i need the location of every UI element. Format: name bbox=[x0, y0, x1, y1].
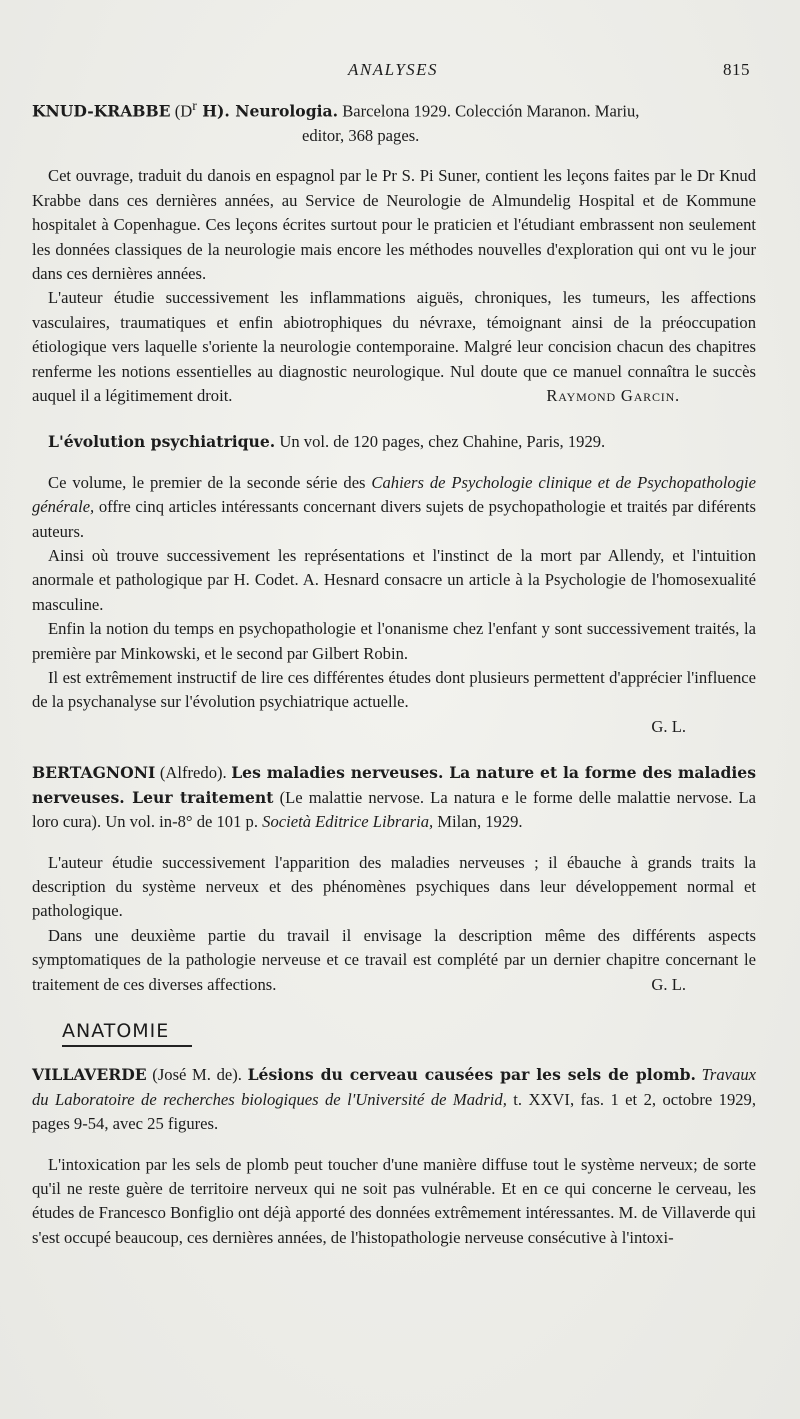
page-content bbox=[32, 94, 756, 1250]
review-paragraph: Dans une deuxième partie du travail il envisage la description même des différents aspects symptomatiques de la pathologie nerveuse et ce travail est complété par un dernier chapitre concernant le traitement de ces diverses affections. G. L. bbox=[32, 924, 756, 997]
review-heading-evolution-psychiatrique: L'évolution psychiatrique. Un vol. de 120 pages, chez Chahine, Paris, 1929. bbox=[48, 432, 606, 452]
running-title: ANALYSES bbox=[347, 60, 439, 79]
review-paragraph: Cet ouvrage, traduit du danois en espagnol par le Pr S. Pi Suner, contient les leçons faites par le Dr Knud Krabbe dans ces dernières années, au Service de Neurologie de Almundelig Hospital et de Kommune hospitalet à Copenhague. Ces leçons écrites surtout pour le praticien et l'étudiant embrassent non seulement les données classiques de la neurologie mais encore les méthodes nouvelles d'exploration qui ont vu le jour dans ces dernières années. bbox=[32, 166, 756, 283]
review-paragraph: L'auteur étudie successivement les inflammations aiguës, chroniques, les tumeurs, les affections vasculaires, traumatiques et enfin abiotrophiques du névraxe, témoignant ainsi de la préoccupation étiologique vers laquelle s'oriente la neurologie contemporaine. Malgré leur concision chacun des chapitres renferme les notions essentielles au diagnostic neurologique. Nul doute que ce manuel connaîtra le succès auquel il a légitimement droit. Raymond Garcin. bbox=[32, 286, 756, 408]
review-paragraph: Ce volume, le premier de la seconde série des Cahiers de Psychologie clinique et de Psychopathologie générale, offre cinq articles intéressants concernant divers sujets de psychopathologie et traités par diférents auteurs. bbox=[32, 472, 756, 541]
reviewer-signature: G. L. bbox=[651, 716, 686, 736]
section-heading-anatomie: ANATOMIE bbox=[62, 1019, 170, 1042]
page-number: 815 bbox=[723, 60, 750, 79]
review-paragraph: Enfin la notion du temps en psychopathologie et l'onanisme chez l'enfant y sont successivement traités, la première par Minkowski, et le second par Gilbert Robin. bbox=[32, 619, 756, 663]
reviewer-signature: G. L. bbox=[651, 974, 686, 994]
reviewer-signature: Raymond Garcin. bbox=[546, 386, 680, 405]
review-paragraph: Ainsi où trouve successivement les représentations et l'instinct de la mort par Allendy, et l'intuition anormale et pathologique par H. Codet. A. Hesnard consacre un article à la Psychologie de l'homosexualité masculine. bbox=[32, 546, 756, 614]
review-paragraph: L'auteur étudie successivement l'apparition des maladies nerveuses ; il ébauche à grands traits la description du système nerveux et des phénomènes psychiques dans leur développement normal et pathologique. bbox=[32, 852, 756, 921]
review-paragraph: Il est extrêmement instructif de lire ces différentes études dont plusieurs permettent d'apprécier l'influence de la psychanalyse sur l'évolution psychiatrique actuelle. bbox=[32, 668, 756, 712]
review-heading-villaverde: VILLAVERDE (José M. de). Lésions du cerveau causées par les sels de plomb. Travaux du Laboratoire de recherches biologiques de l'Université de Madrid, t. XXVI, fas. 1 et 2, octobre 1929, pages 9-54, avec 25 figures. bbox=[32, 1065, 756, 1134]
review-heading-knud-krabbe: KNUD-KRABBE ($D^r$ H). Neurologia. Barcelona 1929. Colección Maranon. Mariu, editor, 368 pages. bbox=[32, 98, 640, 145]
page-header bbox=[36, 60, 750, 86]
review-heading-bertagnoni: BERTAGNONI (Alfredo). Les maladies nerveuses. La nature et la forme des maladies nerveuses. Leur traitement (Le malattie nervose. La natura e le forme delle malattie nervose. La loro cura). Un vol. in-8° de 101 p. Società Editrice Libraria, Milan, 1929. bbox=[32, 763, 757, 832]
review-paragraph: L'intoxication par les sels de plomb peut toucher d'une manière diffuse tout le système nerveux; de sorte qu'il ne reste guère de territoire nerveux qui ne soit pas vulnérable. Et en ce qui concerne le cerveau, les études de Francesco Bonfiglio ont déjà apporté des données extrêmement intéressantes. M. de Villaverde qui s'est occupé beaucoup, ces dernières années, de l'histopathologie nerveuse consécutive à l'intoxi- bbox=[32, 1154, 756, 1247]
